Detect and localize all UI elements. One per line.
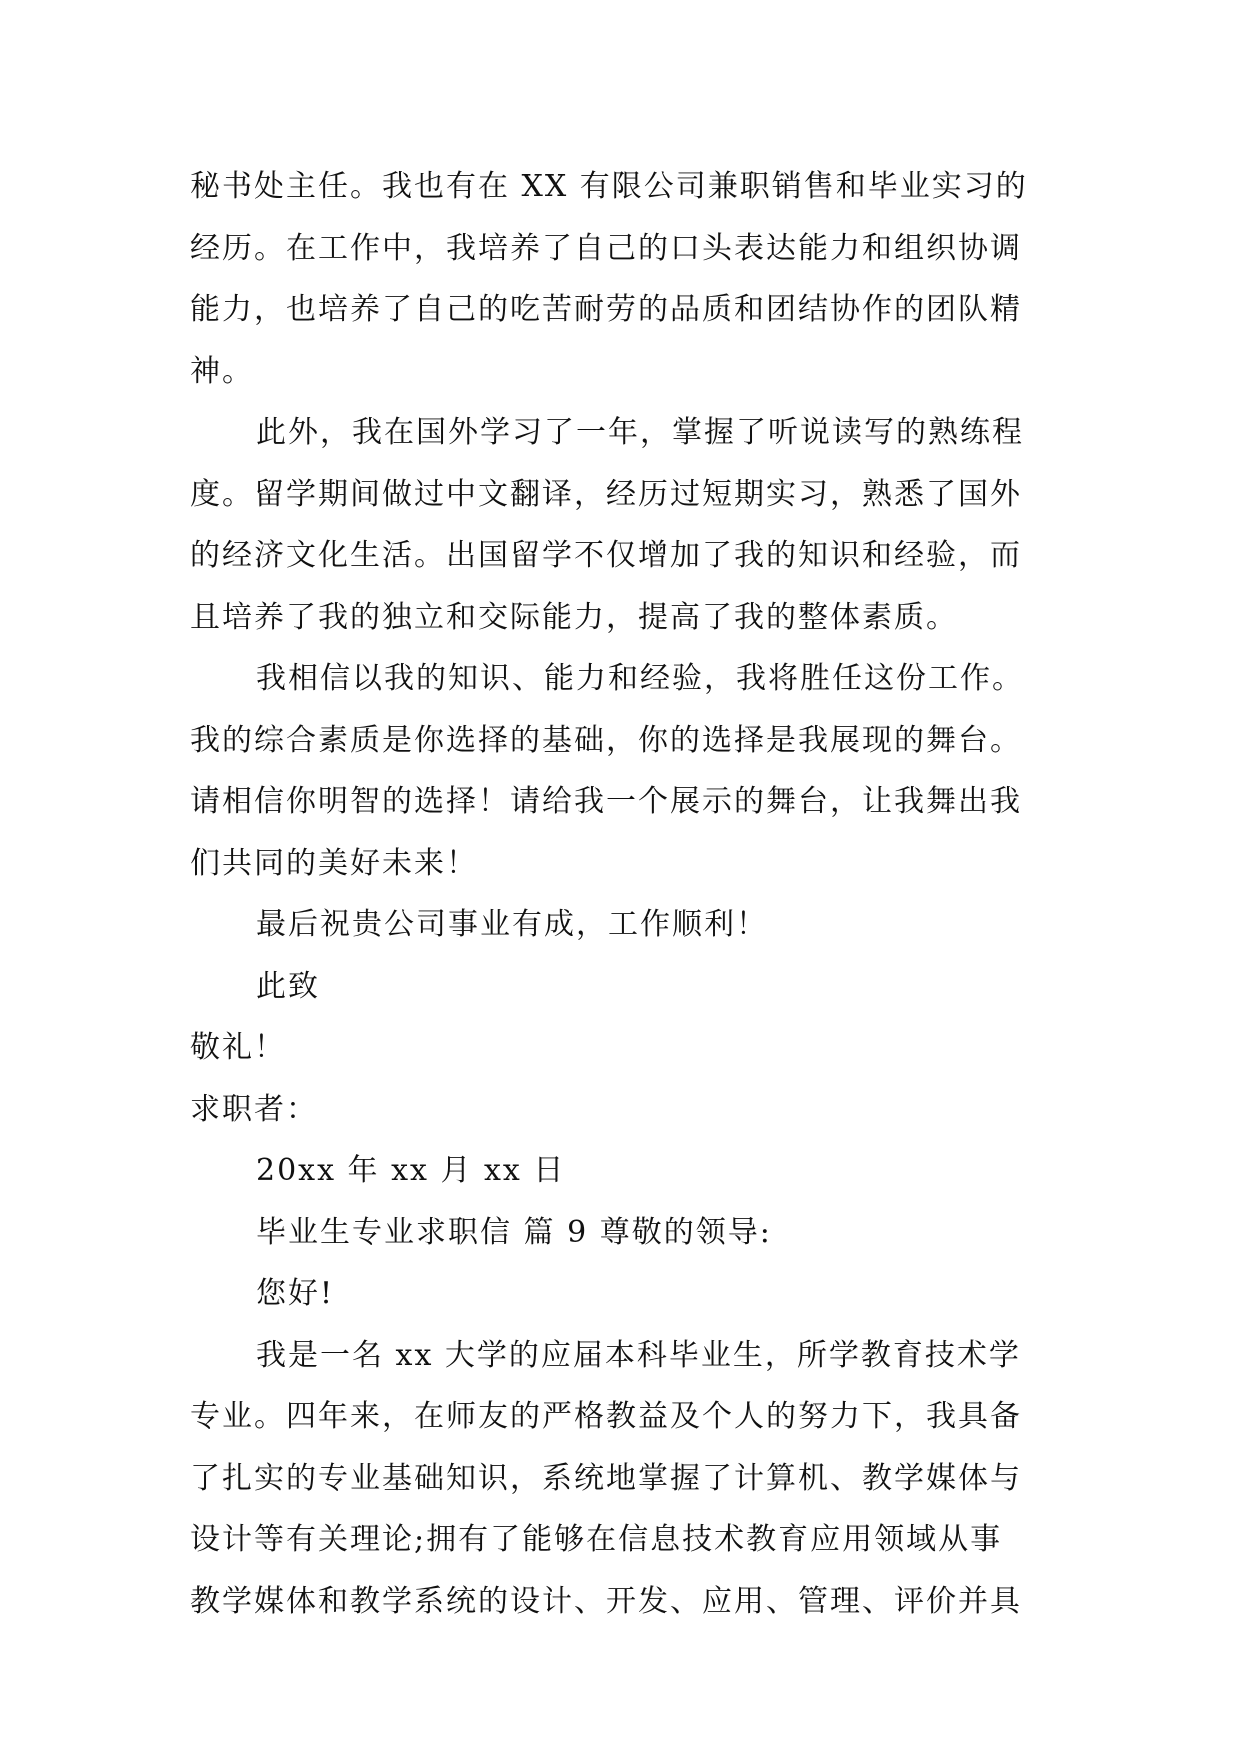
text-line: 的经济文化生活。出国留学不仅增加了我的知识和经验，而 [190, 538, 1022, 573]
text-line: 教学媒体和教学系统的设计、开发、应用、管理、评价并具 [190, 1583, 1022, 1619]
paragraph-start-line: 此外，我在国外学习了一年，掌握了听说读写的熟练程 [256, 415, 1024, 450]
text-line: 设计等有关理论;拥有了能够在信息技术教育应用领域从事 [190, 1522, 1003, 1557]
text-line: 秘书处主任。我也有在 XX 有限公司兼职销售和毕业实习的 [190, 169, 1028, 204]
text-line: 请相信你明智的选择！请给我一个展示的舞台，让我舞出我 [190, 784, 1022, 819]
salutation-close: 此致 [256, 968, 320, 1004]
text-line: 我的综合素质是你选择的基础，你的选择是我展现的舞台。 [190, 722, 1022, 758]
text-line: 能力，也培养了自己的吃苦耐劳的品质和团结协作的团队精 [190, 292, 1022, 327]
closing-wish: 最后祝贵公司事业有成，工作顺利！ [256, 907, 768, 942]
section-heading: 毕业生专业求职信 篇 9 尊敬的领导: [256, 1214, 772, 1250]
text-line: 了扎实的专业基础知识，系统地掌握了计算机、教学媒体与 [190, 1460, 1022, 1496]
paragraph-start-line: 我是一名 xx 大学的应届本科毕业生，所学教育技术学 [256, 1337, 1021, 1373]
date-line: 20xx 年 xx 月 xx 日 [256, 1153, 566, 1188]
text-line: 经历。在工作中，我培养了自己的口头表达能力和组织协调 [190, 230, 1022, 266]
text-line: 们共同的美好未来！ [190, 845, 478, 881]
document-body [190, 156, 1070, 1632]
greeting-line: 您好! [256, 1276, 335, 1311]
text-line: 度。留学期间做过中文翻译，经历过短期实习，熟悉了国外 [190, 476, 1022, 512]
regards-line: 敬礼！ [190, 1030, 286, 1065]
text-line: 且培养了我的独立和交际能力，提高了我的整体素质。 [190, 599, 958, 635]
applicant-label: 求职者： [190, 1091, 318, 1127]
paragraph-start-line: 我相信以我的知识、能力和经验，我将胜任这份工作。 [256, 661, 1024, 696]
text-line: 神。 [190, 353, 254, 389]
text-line: 专业。四年来，在师友的严格教益及个人的努力下，我具备 [190, 1399, 1022, 1434]
